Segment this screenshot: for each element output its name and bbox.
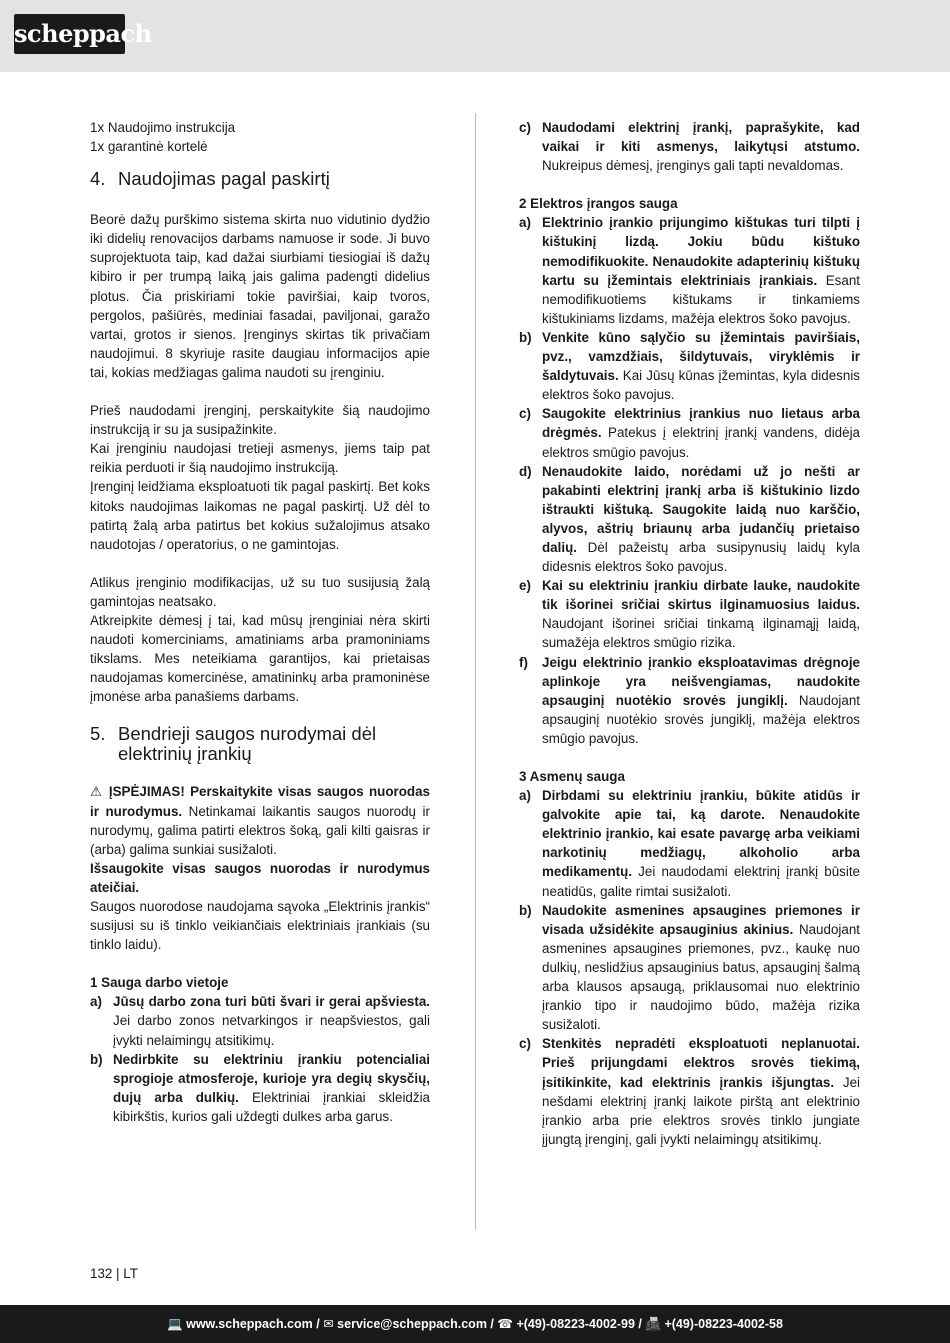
list-item-bold: Jeigu elektrinio įrankio eksploatavimas drėgnoje aplinkoje yra neišvengiamas, naudokite apsauginį nuotėkio srovės jungiklį. <box>542 654 860 708</box>
list-item-label: c) <box>519 406 531 422</box>
warning-text: Netinkamai laikantis saugos nuorodų ir nurodymų, galima patirti elektros šoką, gali kilti gaisras ir (arba) galima sunkiai susižaloti. <box>90 803 430 857</box>
subsection-heading: 1 Sauga darbo vietoje <box>90 975 229 991</box>
list-item-label: b) <box>90 1051 103 1067</box>
list-item-text <box>542 901 860 1035</box>
section-title: Naudojimas pagal paskirtį <box>118 168 330 190</box>
intro-line: 1x garantinė kortelė <box>90 139 208 155</box>
footer-phone: +(49)-08223-4002-99 <box>516 1317 635 1331</box>
item-list <box>90 992 430 1126</box>
list-item <box>519 404 860 461</box>
phone-icon: ☎ <box>497 1317 513 1331</box>
email-icon: ✉ <box>323 1317 334 1331</box>
list-item-text <box>542 404 860 461</box>
list-item-label: c) <box>519 1036 531 1052</box>
subsection-heading: 3 Asmenų sauga <box>519 769 625 784</box>
list-item <box>90 1050 430 1126</box>
list-item-body: Naudojant asmenines apsaugines priemones, pvz., kaukę nuo dulkių, neslidžius apsauginius batus, apsauginį šalmą arba klausos apsaugą, priklausomai nuo elektrinio įrankio tipo ir naudojimo būdo, mažėja rizika susižaloti. <box>542 921 860 1033</box>
column-divider <box>475 113 476 1230</box>
list-item-bold: Venkite kūno sąlyčio su įžemintais paviršiais, pvz., vamzdžiais, šildytuvais, viryklėmis ir šaldytuvais. <box>542 329 860 384</box>
section-4-heading <box>90 169 430 189</box>
subsection-heading: 2 Elektros įrangos sauga <box>519 196 678 212</box>
list-item-text <box>542 328 860 404</box>
list-item <box>519 462 860 577</box>
section-title: Bendrieji saugos nurodymai dėl elektrinių įrankių <box>118 723 377 765</box>
list-item-text <box>542 786 860 901</box>
list-item-body: Jei naudodami elektrinį įrankį būsite neatidūs, galite rimtai susižaloti. <box>542 864 860 899</box>
list-item <box>519 328 860 404</box>
list-item-bold: Elektrinio įrankio prijungimo kištukas turi tilpti į kištukinį lizdą. Jokiu būdu kištuko nemodifikuokite. Nenaudokite adapterinių kištukų kartu su įžemintais elektriniais įrankiais. <box>542 215 860 288</box>
list-item-text <box>542 213 860 328</box>
scheppach-logo: scheppach <box>14 14 125 54</box>
list-item-bold: Nedirbkite su elektriniu įrankiu potencialiai sprogioje atmosferoje, kurioje yra degių skysčių, dujų arba dulkių. <box>113 1051 430 1105</box>
section-5-heading <box>90 724 430 764</box>
list-item-bold: Kai su elektriniu įrankiu dirbate lauke, naudokite tik išorinei sričiai skirtus ilginamuosius laidus. <box>542 578 860 613</box>
list-item-label: a) <box>519 788 531 804</box>
paragraph: Beorė dažų purškimo sistema skirta nuo vidutinio dydžio iki didelių renovacijos darbams namuose ir sode. Ji buvo suprojektuota taip, kad dažai siurbiami tiesiogiai iš dažų kibiro ir per trumpą laiką jais galima padengti didelius plotus. Čia priskiriami tokie paviršiai, kaip tvoros, pergolos, pašiūrės, mediniai fasadai, paviljonai, garažo vartai, grotos ir sienos. Įrenginys skirtas tik privačiam naudojimui. 8 skyriuje rasite daugiau informacijos apie tai, kokias medžiagas galima naudoti su įrenginiu. <box>90 212 430 380</box>
list-item-bold: Jūsų darbo zona turi būti švari ir gerai apšviesta. <box>113 994 430 1010</box>
section-number: 5. <box>90 723 106 745</box>
list-item <box>519 786 860 901</box>
paragraph: Įrenginį leidžiama eksploatuoti tik pagal paskirtį. Bet koks kitoks naudojimas laikomas ne pagal paskirtį. Už dėl to patirtą žalą arba patirtus bet kokius sužalojimus atsako naudotojas / operatorius, o ne gamintojas. <box>90 479 430 552</box>
paragraph: Saugos nuorodose naudojama sąvoka „Elektrinis įrankis“ susijusi su iš tinklo veikiančiais elektriniais įrankiais (su tinklo laidu). <box>90 899 430 953</box>
list-item-label: b) <box>519 902 532 918</box>
list-item-bold: Stenkitės nepradėti eksploatuoti neplanuotai. Prieš prijungdami elektros srovės tiekimą, įsitikinkite, kad elektrinis įrankis išjungtas. <box>542 1036 860 1090</box>
list-item <box>519 118 860 175</box>
page-footer: 💻 www.scheppach.com / ✉ service@scheppach.com / ☎ +(49)-08223-4002-99 / 📠 +(49)-08223-4002-58 <box>0 1305 950 1343</box>
list-item-body: Jei darbo zonos netvarkingos ir neapšviestos, gali įvykti nelaimingų atsitikimų. <box>113 1013 430 1048</box>
list-item <box>519 653 860 748</box>
paragraph: Atkreipkite dėmesį į tai, kad mūsų įrenginiai nėra skirti naudoti komerciniams, amatiniams arba pramoniniams tikslams. Mes neteikiama garantijos, kai prietaisas naudojamas komercinėse, amatininkų arba pramoninėse įmonėse arba panašiems darbams. <box>90 612 430 705</box>
list-item-body: Esant nemodifikuotiems kištukams ir tinkamiems kištukiniams lizdams, mažėja elektros šoko pavojus. <box>542 272 860 326</box>
right-column <box>519 118 860 1149</box>
list-item-bold: Naudodami elektrinį įrankį, paprašykite, kad vaikai ir kiti asmenys, laikytųsi atstumo. <box>542 120 860 155</box>
list-item-body: Jei nešdami elektrinį įrankį laikote pirštą ant elektrinio įrankio arba prie elektros srovės tinklo jungiate įjungtą įrenginį, gali įvykti nelaimingų atsitikimų. <box>542 1074 861 1147</box>
list-item-text <box>542 118 860 175</box>
list-item-label: f) <box>519 654 528 670</box>
list-item-label: a) <box>90 994 102 1010</box>
left-column <box>90 118 430 1126</box>
list-item-label: e) <box>519 578 531 594</box>
list-item-label: c) <box>519 120 531 135</box>
intro-line: 1x Naudojimo instrukcija <box>90 120 236 135</box>
computer-icon: 💻 <box>167 1317 183 1331</box>
list-item-text <box>113 1050 430 1126</box>
page-number: 132 | LT <box>90 1266 138 1281</box>
list-item-bold: Nenaudokite laido, norėdami už jo nešti ar pakabinti elektrinį įrankį arba iš kištukinio lizdo ištraukti kištuką. Saugokite laidą nuo karščio, alyvos, aštrių briaunų arba judančių prietaiso dalių. <box>542 463 860 555</box>
list-item-label: a) <box>519 215 531 231</box>
list-item-body: Dėl pažeistų arba susipynusių laidų kyla didesnis elektros šoko pavojus. <box>542 539 860 575</box>
list-item-body: Elektriniai įrankiai skleidžia kibirkštis, kurios gali uždegti dulkes arba garus. <box>113 1089 430 1124</box>
paragraph: Atlikus įrenginio modifikacijas, už su tuo susijusią žalą gamintojas neatsako. <box>90 574 430 609</box>
warning-paragraph <box>90 782 430 858</box>
list-item-body: Patekus į elektrinį įrankį vandens, didėja elektros smūgio pavojus. <box>542 425 860 460</box>
footer-web[interactable]: www.scheppach.com <box>186 1317 313 1331</box>
footer-fax: +(49)-08223-4002-58 <box>664 1317 783 1331</box>
list-item-bold: Naudokite asmenines apsaugines priemones ir visada užsidėkite apsauginius akinius. <box>542 902 860 937</box>
list-item-body: Nukreipus dėmesį, įrenginys gali tapti nevaldomas. <box>542 158 844 174</box>
list-item-label: b) <box>519 329 532 345</box>
list-item-text <box>542 653 860 748</box>
list-item-bold: Saugokite elektrinius įrankius nuo lietaus arba drėgmės. <box>542 406 860 441</box>
list-item-text <box>542 576 860 652</box>
list-item <box>519 901 860 1035</box>
list-item <box>90 992 430 1049</box>
list-item-body: Kai Jūsų kūnas įžemintas, kyla didesnis elektros šoko pavojus. <box>542 368 860 403</box>
list-item-label: d) <box>519 463 532 479</box>
paragraph: Prieš naudodami įrenginį, perskaitykite šią naudojimo instrukciją ir su ja susipažinkite. <box>90 403 430 438</box>
page-header <box>0 0 950 72</box>
fax-icon: 📠 <box>645 1317 661 1331</box>
list-item <box>519 213 860 328</box>
section-number: 4. <box>90 168 106 190</box>
item-list <box>519 118 860 175</box>
list-item-body: Naudojant apsauginį nuotėkio srovės jungiklį, mažėja elektros smūgio pavojus. <box>542 692 860 746</box>
paragraph: Kai įrenginiu naudojasi tretieji asmenys, jiems taip pat reikia perduoti ir šią naudojimo instrukciją. <box>90 441 430 476</box>
list-item-text <box>542 1034 860 1149</box>
item-list <box>519 786 860 1149</box>
list-item-body: Naudojant išorinei sričiai tinkamą ilginamąjį laidą, sumažėja elektros smūgio rizika. <box>542 616 860 651</box>
footer-email[interactable]: service@scheppach.com <box>337 1317 487 1331</box>
item-list <box>519 213 860 748</box>
keep-instructions: Išsaugokite visas saugos nuorodas ir nurodymus ateičiai. <box>90 860 430 895</box>
list-item-bold: Dirbdami su elektriniu įrankiu, būkite atidūs ir galvokite apie tai, ką darote. Nenaudokite elektrinio įrankio, kai esate pavargę arba veikiami narkotinių medžiagų, alkoholio arba medikamentų. <box>542 788 860 880</box>
list-item <box>519 1034 860 1149</box>
list-item-text <box>113 992 430 1049</box>
list-item-text <box>542 462 860 577</box>
warning-bold: ⚠ ĮSPĖJIMAS! Perskaitykite visas saugos nuorodas ir nurodymus. <box>90 784 430 819</box>
list-item <box>519 576 860 652</box>
